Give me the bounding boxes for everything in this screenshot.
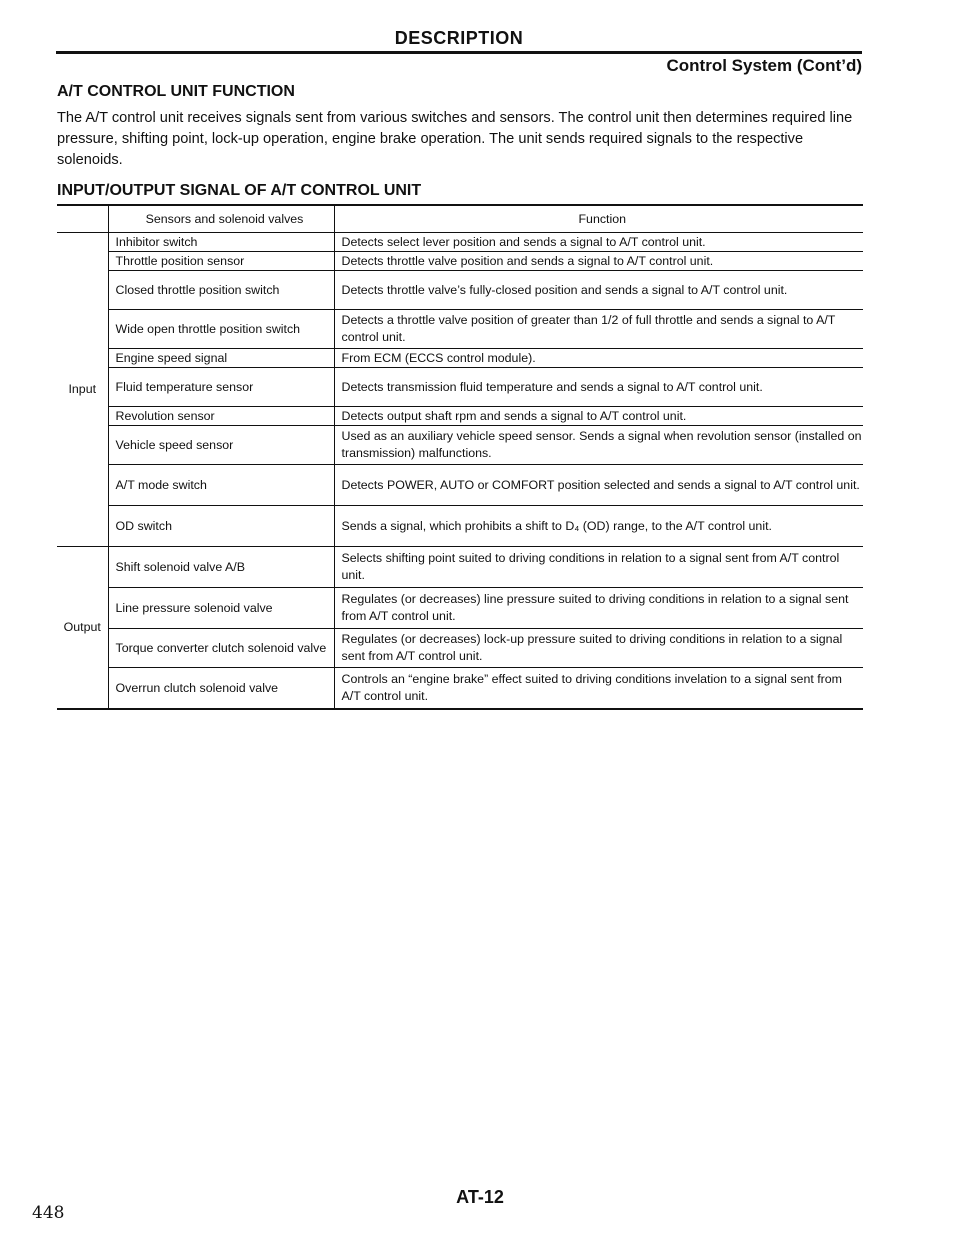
table-row [57, 465, 863, 506]
table-row [57, 233, 863, 252]
function-cell: Detects POWER, AUTO or COMFORT position selected and sends a signal to A/T control unit. [334, 465, 863, 506]
table-header-function: Function [334, 205, 863, 233]
page-header [56, 28, 862, 76]
function-cell: Used as an auxiliary vehicle speed sensor. Sends a signal when revolution sensor (installed on transmission) malfunctions. [334, 426, 863, 465]
output-group-label: Output [57, 547, 108, 710]
sensor-cell: Throttle position sensor [108, 252, 334, 271]
function-cell: Selects shifting point suited to driving conditions in relation to a signal sent from A/T control unit. [334, 547, 863, 588]
table-row [57, 252, 863, 271]
table-header-group [57, 205, 108, 233]
table-header-row [57, 205, 863, 233]
signal-table [57, 204, 863, 710]
table-header-sensor: Sensors and solenoid valves [108, 205, 334, 233]
function-cell: Detects transmission fluid temperature and sends a signal to A/T control unit. [334, 368, 863, 407]
table-row [57, 368, 863, 407]
function-cell: Regulates (or decreases) lock-up pressure suited to driving conditions in relation to a signal sent from A/T control unit. [334, 629, 863, 668]
sensor-cell: Overrun clutch solenoid valve [108, 668, 334, 710]
function-cell: Sends a signal, which prohibits a shift to D₄ (OD) range, to the A/T control unit. [334, 506, 863, 547]
function-cell: Regulates (or decreases) line pressure suited to driving conditions in relation to a signal sent from A/T control unit. [334, 588, 863, 629]
sensor-cell: Wide open throttle position switch [108, 310, 334, 349]
sensor-cell: Inhibitor switch [108, 233, 334, 252]
input-group-label: Input [57, 233, 108, 547]
function-cell: Detects a throttle valve position of greater than 1/2 of full throttle and sends a signal to A/T control unit. [334, 310, 863, 349]
sensor-cell: Closed throttle position switch [108, 271, 334, 310]
sensor-cell: Shift solenoid valve A/B [108, 547, 334, 588]
table-row [57, 271, 863, 310]
function-cell: Detects throttle valve position and sends a signal to A/T control unit. [334, 252, 863, 271]
sensor-cell: Engine speed signal [108, 349, 334, 368]
table-row [57, 506, 863, 547]
table-row [57, 426, 863, 465]
function-cell: Detects throttle valve’s fully-closed position and sends a signal to A/T control unit. [334, 271, 863, 310]
function-cell: Detects select lever position and sends a signal to A/T control unit. [334, 233, 863, 252]
page-code: AT-12 [456, 1187, 504, 1207]
table-row [57, 310, 863, 349]
intro-paragraph: The A/T control unit receives signals sent from various switches and sensors. The control unit then determines required line pressure, shifting point, lock-up operation, engine brake operation. The unit sends required signals to the respective solenoids. [57, 110, 853, 168]
page-subtitle: Control System (Cont’d) [666, 56, 862, 75]
sensor-cell: Line pressure solenoid valve [108, 588, 334, 629]
page-title: DESCRIPTION [56, 28, 862, 54]
sensor-cell: Revolution sensor [108, 407, 334, 426]
table-row [57, 588, 863, 629]
sensor-cell: Vehicle speed sensor [108, 426, 334, 465]
table-row [57, 349, 863, 368]
sensor-cell: Fluid temperature sensor [108, 368, 334, 407]
page-number: 448 [32, 1203, 65, 1223]
section-heading: A/T CONTROL UNIT FUNCTION [57, 83, 295, 100]
table-row [57, 629, 863, 668]
table-row [57, 668, 863, 710]
function-cell: From ECM (ECCS control module). [334, 349, 863, 368]
function-cell: Controls an “engine brake” effect suited to driving conditions invelation to a signal sent from A/T control unit. [334, 668, 863, 710]
sensor-cell: A/T mode switch [108, 465, 334, 506]
function-cell: Detects output shaft rpm and sends a signal to A/T control unit. [334, 407, 863, 426]
table-heading: INPUT/OUTPUT SIGNAL OF A/T CONTROL UNIT [57, 182, 422, 199]
table-row [57, 547, 863, 588]
table-row [57, 407, 863, 426]
sensor-cell: Torque converter clutch solenoid valve [108, 629, 334, 668]
sensor-cell: OD switch [108, 506, 334, 547]
